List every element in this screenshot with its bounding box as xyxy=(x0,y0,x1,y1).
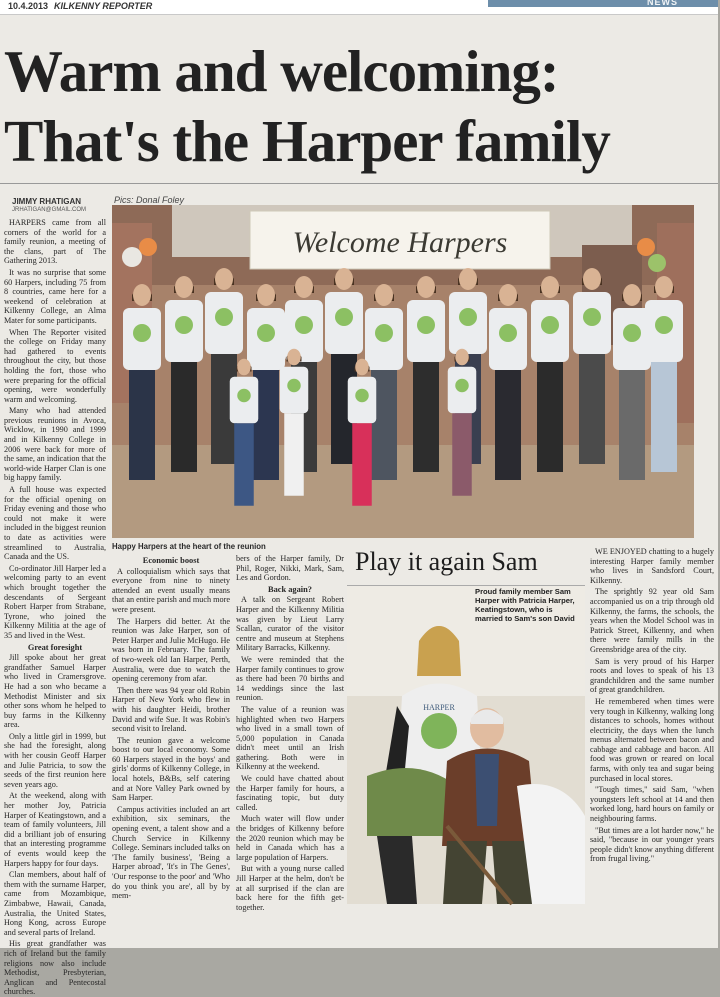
feature-paragraph: "Tough times," said Sam, "when youngsters left school at 14 and then worked long, hard hours on family or neighbouring farms. xyxy=(590,785,714,824)
sam-harper-photo xyxy=(347,585,585,904)
article-paragraph: Many who had attended previous reunions in Avoca, Wicklow, in 1990 and 1999 and in Kilkenny College in 2006 were back for more of the same, an indication that the world-wide Harper Clan is one big happy family. xyxy=(4,406,106,483)
feature-paragraph: Sam is very proud of his Harper roots and loves to speak of his 13 grandchildren and the same number of great grandchildren. xyxy=(590,656,714,695)
article-column-1 xyxy=(4,218,106,997)
feature-paragraph: He remembered when times were very tough in Kilkenny, walking long distances to schools, homes without electricity, the days when the lunch menus alternated between bacon and cabbage and cabbage and bacon. All food was grown or reared on local farms, with only tea and sugar being purchased in local stores. xyxy=(590,696,714,783)
subhead-back-again: Back again? xyxy=(268,584,312,594)
feature-title: Play it again Sam xyxy=(355,547,538,576)
feature-paragraph: The sprightly 92 year old Sam accompanied us on a trip through old Kilkenny, the farms, the schools, the years when the Model School was in Patrick Street, Kilkenny, and when there were family mills in the Greensbridge area of the city. xyxy=(590,587,714,654)
article-paragraph: His great grandfather was rich of Ireland but the family religions now also include Methodist, Presbyterian, Anglican and Pentecostal churches. xyxy=(4,939,106,997)
article-paragraph: The value of a reunion was highlighted when two Harpers who lived in a small town of 5,000 population in Canada didn't meet until an Irish gathering. Both were in Kilkenny at the weekend. xyxy=(236,704,344,772)
section-label: NEWS xyxy=(647,0,678,7)
article-paragraph: A talk on Sergeant Robert Harper and the Kilkenny Militia was given by Lieut Larry Scallan, curator of the visitor centre and museum at Stephens Military Barracks, Kilkenny. xyxy=(236,595,344,653)
section-tab xyxy=(488,0,718,7)
article-paragraph: Campus activities included an art exhibition, six seminars, the opening event, a talent show and a Church Service in Kilkenny College. Seminars included talks on 'The family business', 'Being a Harper abroad', 'It's in The Genes', 'Our response to the poor' and 'Who do you think you are', all by by mem- xyxy=(112,804,231,901)
article-paragraph: Then there was 94 year old Robin Harper of New York who flew in with his daughter Heidi, brother David and wife Sue. It was Robin's second visit to Ireland. xyxy=(112,685,230,734)
feature-text-column xyxy=(590,547,714,907)
publication-name: KILKENNY REPORTER xyxy=(54,1,153,11)
byline-name: JIMMY RHATIGAN xyxy=(12,197,82,206)
article-column-2 xyxy=(112,554,230,922)
byline-email: JRHATIGAN@GMAIL.COM xyxy=(12,207,86,213)
article-column-3 xyxy=(236,554,344,922)
article-paragraph: Much water will flow under the bridges of Kilkenny before the 2020 reunion which may be held in Canada which has a large population of Harpers. xyxy=(236,814,344,862)
article-paragraph: We could have chatted about the Harper family for hours, a fascinating topic, but duty called. xyxy=(236,774,344,812)
article-paragraph: Only a little girl in 1999, but she had the foresight, along with her cousin Geoff Harper and Julie Patricia, to sow the seeds of the first reunion here seven years ago. xyxy=(4,731,106,789)
article-paragraph: Co-ordinator Jill Harper led a welcoming party to an event which brought together the descendants of Sergeant Robert Harper from Strabane, Tyrone, who joined the Kilkenny Militia at the age of 35 and lived in the West. xyxy=(4,563,106,640)
family-group-photo xyxy=(112,205,694,538)
article-paragraph: We were reminded that the Harper family continues to grow as there had been 70 births and 14 weddings since the last reunion. xyxy=(236,654,344,703)
article-paragraph: A colloquialism which says that everyone from nine to ninety attended an event usually means that an entire parish and much more were present. xyxy=(112,566,230,614)
feature-paragraph: "But times are a lot harder now," he said, "because in our younger years people didn't know anything different from frugal living." xyxy=(590,825,714,864)
article-paragraph: Jill spoke about her great grandfather Samuel Harper who lived in Cramersgrove. He had a son who became a Methodist Minister and six other sons whom he helped to buy farms in the Kilkenny area. xyxy=(4,653,106,730)
article-paragraph: It was no surprise that some 60 Harpers, including 75 from 8 countries, came here for a weekend of celebration at Kilkenny College, an Alma Mater for some participants. xyxy=(4,267,106,325)
header-date: 10.4.2013 KILKENNY REPORTER xyxy=(8,1,153,11)
headline xyxy=(4,36,716,176)
main-photo-caption: Happy Harpers at the heart of the reunion xyxy=(112,542,266,551)
article-paragraph: Clan members, about half of them with the surname Harper, came from Mozambique, Zimbabwe, Hawaii, Canada, Australia, the United States, Hong Kong, across Europe and several parts of Ireland. xyxy=(4,870,106,937)
photo-credit: Pics: Donal Foley xyxy=(114,195,185,205)
headline-line-1: Warm and welcoming: xyxy=(4,38,559,104)
banner-text: Welcome Harpers xyxy=(292,226,508,259)
article-paragraph: But with a young nurse called Jill Harper at the helm, don't be at all surprised if the clan are back here for the fifth get-together. xyxy=(236,864,344,912)
headline-divider xyxy=(0,183,718,184)
article-paragraph: The Harpers did better. At the reunion was Jake Harper, son of Peter Harper and Julie McHugo. He was born in February. The family of two-week old Ian Harper, Perth, Australia, were due to watch the opening ceremony from afar. xyxy=(112,616,230,684)
column3-lead: bers of the Harper family, Dr Phil, Roger, Nikki, Mark, Sam, Les and Gordon. xyxy=(236,554,344,583)
subhead-great-foresight: Great foresight xyxy=(27,642,83,652)
article-paragraph: A full house was expected for the official opening on Friday evening and those who could not make it were included in the biggest reunion to date as activities were streamlined to Australia, Canada and the US. xyxy=(4,485,106,562)
sam-photo-caption: Proud family member Sam Harper with Patricia Harper, Keatingstown, who is married to Sam's son David xyxy=(475,587,575,623)
article-paragraph: HARPERS came from all corners of the world for a family reunion, a meeting of the clans, part of The Gathering 2013. xyxy=(4,218,106,266)
feature-paragraph: WE ENJOYED chatting to a hugely interesting Harper family member who lives in Sandsford Court, Kilkenny. xyxy=(590,547,714,585)
subhead-economic-boost: Economic boost xyxy=(142,556,200,565)
article-paragraph: At the weekend, along with her mother Joy, Patricia Harper of Keatingstown, and a team of family volunteers, Jill did a brilliant job of ensuring that an interesting programme of events would keep the Harpers happy for four days. xyxy=(4,791,106,868)
headline-line-2: That's the Harper family xyxy=(4,108,610,174)
article-paragraph: The reunion gave a welcome boost to our local economy. Some 60 Harpers stayed in the boys' and girls' dorms of Kilkenny College, in local hotels, B&Bs, self catering and at Nore Valley Park owned by Sam Harper. xyxy=(112,735,230,803)
tshirt-logo-text: HARPER xyxy=(423,703,455,712)
article-paragraph: When The Reporter visited the college on Friday many had gathered to events throughout the city, but those holding the fort, those who were preparing for the official opening, were wonderfully warm and welcoming. xyxy=(4,327,106,404)
page-header xyxy=(0,0,718,15)
